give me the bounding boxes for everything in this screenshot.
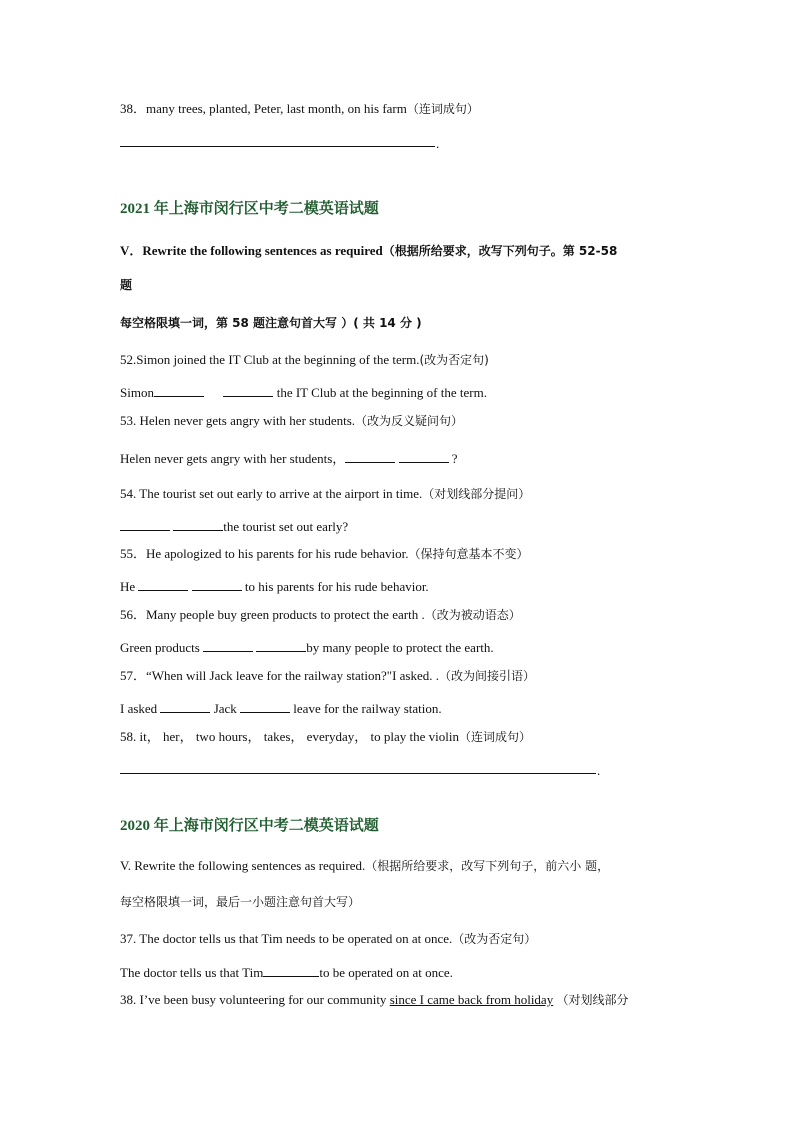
question-text: 56．Many people buy green products to protect the earth . xyxy=(120,607,425,622)
answer-57 xyxy=(120,700,442,717)
question-53 xyxy=(120,413,463,429)
answer-blank[interactable] xyxy=(160,700,210,713)
question-hint: （连词成句） xyxy=(406,102,479,116)
answer-middle: Jack xyxy=(213,701,237,716)
answer-prefix: Helen never gets angry with her students， xyxy=(120,451,346,466)
answer-blank[interactable] xyxy=(263,964,319,977)
instruction-cn-cont2: 每空格限填一词，第 58 题注意句首大写 ）( 共 14 分 ) xyxy=(120,316,422,330)
answer-37 xyxy=(120,964,453,981)
question-text: 37. The doctor tells us that Tim needs to be operated on at once. xyxy=(120,931,453,946)
question-hint: （对划线部分 xyxy=(556,993,629,1007)
underlined-phrase: since I came back from holiday xyxy=(389,992,554,1007)
answer-suffix: to be operated on at once. xyxy=(319,965,453,980)
answer-55 xyxy=(120,578,429,595)
answer-56 xyxy=(120,639,494,656)
instruction-2021 xyxy=(120,243,617,259)
answer-blank[interactable] xyxy=(120,518,170,531)
question-hint: （连词成句） xyxy=(459,730,532,744)
question-text: 57．“When will Jack leave for the railway station?"I asked. . xyxy=(120,668,439,683)
answer-blank[interactable] xyxy=(173,518,223,531)
question-hint: （改为否定句） xyxy=(452,932,537,946)
answer-54 xyxy=(120,518,348,535)
answer-prefix: Simon xyxy=(120,385,154,400)
answer-suffix: leave for the railway station. xyxy=(293,701,442,716)
question-38-top xyxy=(120,101,479,117)
instruction-cn-cont: 题 xyxy=(120,278,133,292)
answer-line[interactable] xyxy=(120,773,596,774)
question-37 xyxy=(120,931,536,947)
period: . xyxy=(436,136,440,151)
answer-prefix: He xyxy=(120,579,136,594)
answer-blank[interactable] xyxy=(192,578,242,591)
question-text: 53. Helen never gets angry with her students. xyxy=(120,413,356,428)
section-heading-2020: 2020 年上海市闵行区中考二模英语试题 xyxy=(120,818,379,834)
question-text: 38. I’ve been busy volunteering for our community xyxy=(120,992,387,1007)
answer-53 xyxy=(120,450,458,467)
question-58 xyxy=(120,729,531,745)
period: . xyxy=(597,763,601,778)
answer-blank[interactable] xyxy=(345,450,395,463)
answer-suffix: the IT Club at the beginning of the term. xyxy=(276,385,487,400)
instruction-en: V．Rewrite the following sentences as required xyxy=(120,243,383,258)
question-hint: （保持句意基本不变） xyxy=(408,547,529,561)
answer-prefix: I asked xyxy=(120,701,158,716)
question-hint: （改为反义疑问句） xyxy=(355,414,464,428)
answer-suffix: to his parents for his rude behavior. xyxy=(244,579,429,594)
answer-blank[interactable] xyxy=(154,384,204,397)
question-54 xyxy=(120,486,530,502)
answer-prefix: The doctor tells us that Tim xyxy=(120,965,264,980)
instruction-cn: （根据所给要求，改写下列句子。第 52-58 xyxy=(382,244,618,258)
question-text: 38．many trees, planted, Peter, last month, on his farm xyxy=(120,101,407,116)
question-text: 58. it， her， two hours， takes， everyday， to play the violin xyxy=(120,729,460,744)
answer-blank[interactable] xyxy=(138,578,188,591)
question-52 xyxy=(120,352,489,368)
answer-blank[interactable] xyxy=(203,639,253,652)
question-56 xyxy=(120,607,521,623)
instruction-cn-cont: 每空格限填一词，最后一小题注意句首大写） xyxy=(120,895,361,909)
question-text: 54. The tourist set out early to arrive at the airport in time. xyxy=(120,486,423,501)
answer-suffix: by many people to protect the earth. xyxy=(306,640,494,655)
answer-line[interactable] xyxy=(120,146,435,147)
answer-blank[interactable] xyxy=(223,384,273,397)
instruction-en: V. Rewrite the following sentences as required. xyxy=(120,858,366,873)
question-57 xyxy=(120,668,535,684)
instruction-cn: （根据所给要求，改写下列句子，前六小 题， xyxy=(365,859,610,873)
answer-blank[interactable] xyxy=(240,700,290,713)
question-55 xyxy=(120,546,528,562)
question-text: 52.Simon joined the IT Club at the beginning of the term. xyxy=(120,352,420,367)
answer-suffix: the tourist set out early? xyxy=(223,519,349,534)
question-38-bottom xyxy=(120,992,628,1008)
answer-blank[interactable] xyxy=(399,450,449,463)
answer-suffix: ? xyxy=(451,451,458,466)
instruction-2020 xyxy=(120,858,609,874)
section-heading-2021: 2021 年上海市闵行区中考二模英语试题 xyxy=(120,201,379,217)
question-hint: （改为间接引语） xyxy=(439,669,536,683)
question-hint: （改为被动语态） xyxy=(424,608,521,622)
answer-blank[interactable] xyxy=(256,639,306,652)
question-hint: (改为否定句) xyxy=(419,353,489,367)
question-hint: （对划线部分提问） xyxy=(422,487,531,501)
answer-prefix: Green products xyxy=(120,640,200,655)
question-text: 55．He apologized to his parents for his rude behavior. xyxy=(120,546,409,561)
answer-52 xyxy=(120,384,487,401)
